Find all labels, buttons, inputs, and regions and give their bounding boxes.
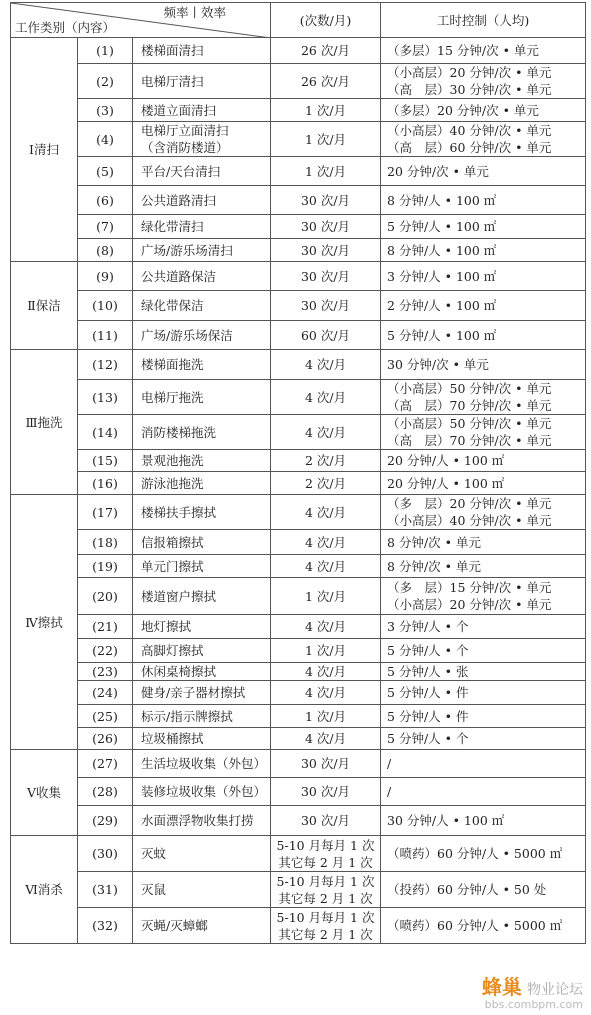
task-name: 楼梯扶手擦拭 <box>133 495 271 530</box>
item-number: (23) <box>78 663 133 681</box>
time-control-line: 8 分钟/次 • 单元 <box>387 558 481 574</box>
item-number: (26) <box>78 728 133 750</box>
table-row <box>11 728 586 750</box>
item-number: (16) <box>78 472 133 495</box>
time-control-line: 5 分钟/人 • 个 <box>387 731 469 746</box>
item-number: (21) <box>78 615 133 639</box>
time-control-value <box>381 157 586 186</box>
frequency-value: 30 次/月 <box>271 750 381 778</box>
time-control-line: / <box>387 784 392 799</box>
task-name: 标示/指示牌擦拭 <box>133 705 271 728</box>
time-control-value <box>381 615 586 639</box>
frequency-value: 26 次/月 <box>271 64 381 99</box>
task-name: 生活垃圾收集（外包） <box>133 750 271 778</box>
category-cell: Ⅲ拖洗 <box>11 350 78 495</box>
time-control-value <box>381 806 586 836</box>
task-name: 休闲桌椅擦拭 <box>133 663 271 681</box>
time-control-value <box>381 380 586 415</box>
time-control-value <box>381 663 586 681</box>
frequency-value: 1 次/月 <box>271 639 381 663</box>
frequency-value: 30 次/月 <box>271 215 381 239</box>
task-name: 水面漂浮物收集打捞 <box>133 806 271 836</box>
time-control-value <box>381 750 586 778</box>
time-control-value <box>381 239 586 262</box>
task-name: 绿化带清扫 <box>133 215 271 239</box>
header-frequency-efficiency: 频率丨效率 <box>163 5 227 20</box>
task-name: 健身/亲子器材擦拭 <box>133 681 271 705</box>
time-control-value <box>381 291 586 321</box>
table-row <box>11 262 586 291</box>
item-number: (17) <box>78 495 133 530</box>
table-row <box>11 872 586 908</box>
time-control-value <box>381 681 586 705</box>
cleaning-standards-table <box>10 2 586 944</box>
frequency-value: 5-10 月每月 1 次 其它每 2 月 1 次 <box>271 872 381 908</box>
table-row <box>11 530 586 555</box>
table-row <box>11 157 586 186</box>
task-name: 电梯厅清扫 <box>133 64 271 99</box>
item-number: (29) <box>78 806 133 836</box>
time-control-line: （高 层）60 分钟/次 • 单元 <box>387 140 552 155</box>
time-control-value <box>381 728 586 750</box>
category-cell: Ⅰ清扫 <box>11 38 78 262</box>
time-control-value <box>381 450 586 472</box>
frequency-value: 4 次/月 <box>271 495 381 530</box>
item-number: (31) <box>78 872 133 908</box>
task-name: 平台/天台清扫 <box>133 157 271 186</box>
frequency-value: 4 次/月 <box>271 380 381 415</box>
frequency-value: 1 次/月 <box>271 122 381 157</box>
time-control-line: （多 层）15 分钟/次 • 单元 <box>387 580 552 595</box>
time-control-value <box>381 38 586 64</box>
time-control-value <box>381 908 586 944</box>
frequency-value: 4 次/月 <box>271 663 381 681</box>
item-number: (6) <box>78 186 133 215</box>
task-name: 地灯擦拭 <box>133 615 271 639</box>
time-control-line: / <box>387 756 392 771</box>
time-control-value <box>381 578 586 615</box>
item-number: (19) <box>78 555 133 578</box>
time-control-line: （高 层）70 分钟/次 • 单元 <box>387 433 552 448</box>
item-number: (11) <box>78 321 133 350</box>
frequency-value: 26 次/月 <box>271 38 381 64</box>
time-control-line: （小高层）50 分钟/次 • 单元 <box>387 381 552 396</box>
item-number: (28) <box>78 778 133 806</box>
time-control-line: 5 分钟/人 • 个 <box>387 643 469 658</box>
time-control-line: （高 层）30 分钟/次 • 单元 <box>387 82 552 97</box>
frequency-value: 1 次/月 <box>271 705 381 728</box>
time-control-line: （小高层）20 分钟/次 • 单元 <box>387 65 552 80</box>
item-number: (5) <box>78 157 133 186</box>
frequency-value: 2 次/月 <box>271 450 381 472</box>
time-control-value <box>381 321 586 350</box>
table-row <box>11 321 586 350</box>
time-control-value <box>381 872 586 908</box>
task-name: 广场/游乐场保洁 <box>133 321 271 350</box>
time-control-value <box>381 555 586 578</box>
item-number: (22) <box>78 639 133 663</box>
frequency-value: 4 次/月 <box>271 555 381 578</box>
time-control-line: 2 分钟/人 • 100 ㎡ <box>387 298 497 313</box>
time-control-line: （高 层）70 分钟/次 • 单元 <box>387 398 552 413</box>
time-control-line: 8 分钟/次 • 单元 <box>387 534 481 550</box>
header-time-control: 工时控制（人均) <box>381 3 586 38</box>
time-control-line: 30 分钟/次 • 单元 <box>387 357 489 372</box>
task-name: 楼道窗户擦拭 <box>133 578 271 615</box>
item-number: (15) <box>78 450 133 472</box>
task-name: 广场/游乐场清扫 <box>133 239 271 262</box>
item-number: (14) <box>78 415 133 450</box>
time-control-line: 8 分钟/人 • 100 ㎡ <box>387 242 497 258</box>
time-control-line: （小高层）20 分钟/次 • 单元 <box>387 597 552 612</box>
table-row <box>11 122 586 157</box>
time-control-value <box>381 99 586 122</box>
task-name: 垃圾桶擦拭 <box>133 728 271 750</box>
frequency-value: 2 次/月 <box>271 472 381 495</box>
task-name: 楼梯面清扫 <box>133 38 271 64</box>
frequency-value: 30 次/月 <box>271 239 381 262</box>
table-body <box>11 38 586 944</box>
table-row <box>11 750 586 778</box>
table-row <box>11 472 586 495</box>
frequency-value: 30 次/月 <box>271 291 381 321</box>
item-number: (30) <box>78 836 133 872</box>
item-number: (32) <box>78 908 133 944</box>
task-name: 公共道路保洁 <box>133 262 271 291</box>
time-control-line: 5 分钟/人 • 件 <box>387 708 469 724</box>
task-name: 绿化带保洁 <box>133 291 271 321</box>
item-number: (25) <box>78 705 133 728</box>
item-number: (18) <box>78 530 133 555</box>
category-cell: Ⅵ消杀 <box>11 836 78 944</box>
time-control-value <box>381 836 586 872</box>
table-row <box>11 215 586 239</box>
task-name: 电梯厅立面清扫 （含消防楼道） <box>133 122 271 157</box>
frequency-value: 5-10 月每月 1 次 其它每 2 月 1 次 <box>271 836 381 872</box>
time-control-line: （小高层）40 分钟/次 • 单元 <box>387 513 552 528</box>
frequency-value: 4 次/月 <box>271 615 381 639</box>
frequency-value: 1 次/月 <box>271 157 381 186</box>
table-row <box>11 415 586 450</box>
item-number: (2) <box>78 64 133 99</box>
time-control-value <box>381 495 586 530</box>
time-control-line: 5 分钟/人 • 张 <box>387 664 469 679</box>
table-row <box>11 99 586 122</box>
category-cell: Ⅴ收集 <box>11 750 78 836</box>
time-control-value <box>381 415 586 450</box>
time-control-line: （多层）20 分钟/次 • 单元 <box>387 102 539 118</box>
table-row <box>11 778 586 806</box>
frequency-value: 4 次/月 <box>271 728 381 750</box>
frequency-value: 1 次/月 <box>271 99 381 122</box>
frequency-value: 4 次/月 <box>271 350 381 380</box>
time-control-line: 5 分钟/人 • 100 ㎡ <box>387 219 497 234</box>
task-name: 楼道立面清扫 <box>133 99 271 122</box>
task-name: 电梯厅拖洗 <box>133 380 271 415</box>
time-control-value <box>381 262 586 291</box>
time-control-line: 20 分钟/人 • 100 ㎡ <box>387 453 505 468</box>
time-control-value <box>381 350 586 380</box>
time-control-value <box>381 530 586 555</box>
table-row <box>11 450 586 472</box>
time-control-line: （喷药）60 分钟/人 • 5000 ㎡ <box>387 846 563 861</box>
table-row <box>11 186 586 215</box>
item-number: (1) <box>78 38 133 64</box>
table-row <box>11 380 586 415</box>
time-control-line: （喷药）60 分钟/人 • 5000 ㎡ <box>387 918 563 933</box>
table-row <box>11 705 586 728</box>
table-row <box>11 663 586 681</box>
item-number: (27) <box>78 750 133 778</box>
category-cell: Ⅳ擦拭 <box>11 495 78 750</box>
item-number: (10) <box>78 291 133 321</box>
time-control-value <box>381 64 586 99</box>
time-control-line: （多 层）20 分钟/次 • 单元 <box>387 496 552 511</box>
task-name: 公共道路清扫 <box>133 186 271 215</box>
item-number: (7) <box>78 215 133 239</box>
item-number: (9) <box>78 262 133 291</box>
frequency-value: 30 次/月 <box>271 806 381 836</box>
item-number: (8) <box>78 239 133 262</box>
task-name: 单元门擦拭 <box>133 555 271 578</box>
frequency-value: 30 次/月 <box>271 186 381 215</box>
task-name: 灭蚊 <box>133 836 271 872</box>
time-control-line: 5 分钟/人 • 100 ㎡ <box>387 327 497 343</box>
frequency-value: 4 次/月 <box>271 415 381 450</box>
table-row <box>11 908 586 944</box>
time-control-line: （小高层）40 分钟/次 • 单元 <box>387 123 552 138</box>
time-control-line: 20 分钟/人 • 100 ㎡ <box>387 475 505 491</box>
item-number: (3) <box>78 99 133 122</box>
table-row <box>11 639 586 663</box>
time-control-line: 8 分钟/人 • 100 ㎡ <box>387 192 497 208</box>
watermark-url: bbs.combpm.com <box>484 998 583 1011</box>
table-row <box>11 350 586 380</box>
frequency-value: 30 次/月 <box>271 262 381 291</box>
watermark-logo <box>482 971 583 1011</box>
time-control-line: （投药）60 分钟/人 • 50 处 <box>387 882 547 897</box>
table-row <box>11 239 586 262</box>
task-name: 信报箱擦拭 <box>133 530 271 555</box>
table-row <box>11 836 586 872</box>
frequency-value: 30 次/月 <box>271 778 381 806</box>
item-number: (24) <box>78 681 133 705</box>
time-control-value <box>381 705 586 728</box>
time-control-value <box>381 186 586 215</box>
table-row <box>11 555 586 578</box>
task-name: 灭鼠 <box>133 872 271 908</box>
task-name: 楼梯面拖洗 <box>133 350 271 380</box>
task-name: 灭蝇/灭蟑螂 <box>133 908 271 944</box>
table-row <box>11 681 586 705</box>
category-cell: Ⅱ保洁 <box>11 262 78 350</box>
item-number: (4) <box>78 122 133 157</box>
table-row <box>11 615 586 639</box>
frequency-value: 4 次/月 <box>271 530 381 555</box>
item-number: (20) <box>78 578 133 615</box>
table-row <box>11 806 586 836</box>
task-name: 高脚灯擦拭 <box>133 639 271 663</box>
watermark-name: 物业论坛 <box>527 982 583 998</box>
task-name: 游泳池拖洗 <box>133 472 271 495</box>
table-row <box>11 495 586 530</box>
time-control-line: 20 分钟/次 • 单元 <box>387 163 489 179</box>
time-control-value <box>381 122 586 157</box>
frequency-value: 4 次/月 <box>271 681 381 705</box>
time-control-line: （小高层）50 分钟/次 • 单元 <box>387 416 552 431</box>
table-row <box>11 64 586 99</box>
task-name: 装修垃圾收集（外包） <box>133 778 271 806</box>
task-name: 消防楼梯拖洗 <box>133 415 271 450</box>
time-control-line: 3 分钟/人 • 100 ㎡ <box>387 268 497 284</box>
time-control-line: 3 分钟/人 • 个 <box>387 619 469 634</box>
item-number: (12) <box>78 350 133 380</box>
diagonal-header-cell <box>11 3 271 38</box>
time-control-line: 30 分钟/人 • 100 ㎡ <box>387 813 505 828</box>
time-control-value <box>381 215 586 239</box>
time-control-value <box>381 639 586 663</box>
header-row <box>11 3 586 38</box>
table-row <box>11 38 586 64</box>
frequency-value: 5-10 月每月 1 次 其它每 2 月 1 次 <box>271 908 381 944</box>
header-work-category: 工作类别（内容） <box>15 20 116 35</box>
time-control-value <box>381 778 586 806</box>
header-frequency: (次数/月) <box>271 3 381 38</box>
task-name: 景观池拖洗 <box>133 450 271 472</box>
time-control-value <box>381 472 586 495</box>
time-control-line: 5 分钟/人 • 件 <box>387 685 469 700</box>
watermark-brand: 蜂巢 <box>481 975 522 999</box>
table-row <box>11 291 586 321</box>
frequency-value: 60 次/月 <box>271 321 381 350</box>
item-number: (13) <box>78 380 133 415</box>
frequency-value: 1 次/月 <box>271 578 381 615</box>
table-row <box>11 578 586 615</box>
time-control-line: （多层）15 分钟/次 • 单元 <box>387 43 539 58</box>
